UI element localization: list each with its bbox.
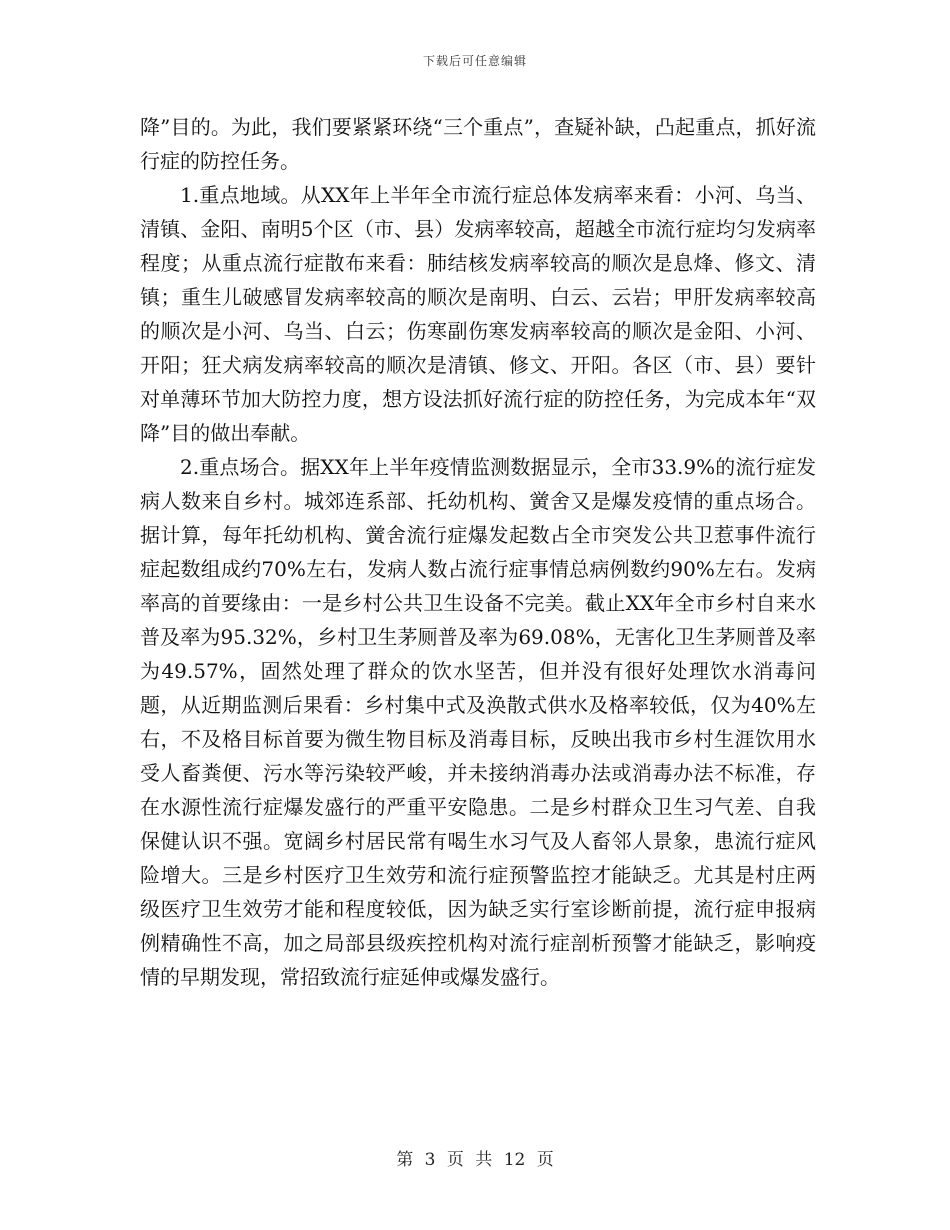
paragraph-continuation: 降”目的。为此，我们要紧紧环绕“三个重点”，查疑补缺，凸起重点，抓好流行症的防控任务。 [140,115,816,173]
page-header-note: 下载后可任意编辑 [422,54,527,68]
paragraph-key-places: 2.重点场合。据XX年上半年疫情监测数据显示，全市33.9%的流行症发病人数来自乡村。城郊连系部、托幼机构、黉舍又是爆发疫情的重点场合。据计算，每年托幼机构、黉舍流行症爆发起数占全市突发公共卫惹事件流行症起数组成约70%左右，发病人数占流行症事情总病例数约90%左右。发病率高的首要缘由：一是乡村公共卫生设备不完美。截止XX年全市乡村自来水普及率为95.32%，乡村卫生茅厕普及率为69.08%，无害化卫生茅厕普及率为49.57%，固然处理了群众的饮水坚苦，但并没有很好处理饮水消毒问题，从近期监测后果看：乡村集中式及涣散式供水及格率较低，仅为40%左右，不及格目标首要为微生物目标及消毒目标，反映出我市乡村生涯饮用水受人畜粪便、污水等污染较严峻，并未接纳消毒办法或消毒办法不标准，存在水源性流行症爆发盛行的严重平安隐患。二是乡村群众卫生习气差、自我保健认识不强。宽阔乡村居民常有喝生水习气及人畜邻人景象，患流行症风险增大。三是乡村医疗卫生效劳和流行症预警监控才能缺乏。尤其是村庄两级医疗卫生效劳才能和程度较低，因为缺乏实行室诊断前提，流行症申报病例精确性不高，加之局部县级疾控机构对流行症剖析预警才能缺乏，影响疫情的早期发现，常招致流行症延伸或爆发盛行。 [140,455,816,989]
document-body [140,110,816,994]
page-number: 第 3 页 共 12 页 [396,1150,554,1170]
paragraph-key-regions: 1.重点地域。从XX年上半年全市流行症总体发病率来看：小河、乌当、清镇、金阳、南明5个区（市、县）发病率较高，超越全市流行症均匀发病率程度；从重点流行症散布来看：肺结核发病率较高的顺次是息烽、修文、清镇；重生儿破感冒发病率较高的顺次是南明、白云、云岩；甲肝发病率较高的顺次是小河、乌当、白云；伤寒副伤寒发病率较高的顺次是金阳、小河、开阳；狂犬病发病率较高的顺次是清镇、修文、开阳。各区（市、县）要针对单薄环节加大防控力度，想方设法抓好流行症的防控任务，为完成本年“双降”目的做出奉献。 [140,183,816,445]
